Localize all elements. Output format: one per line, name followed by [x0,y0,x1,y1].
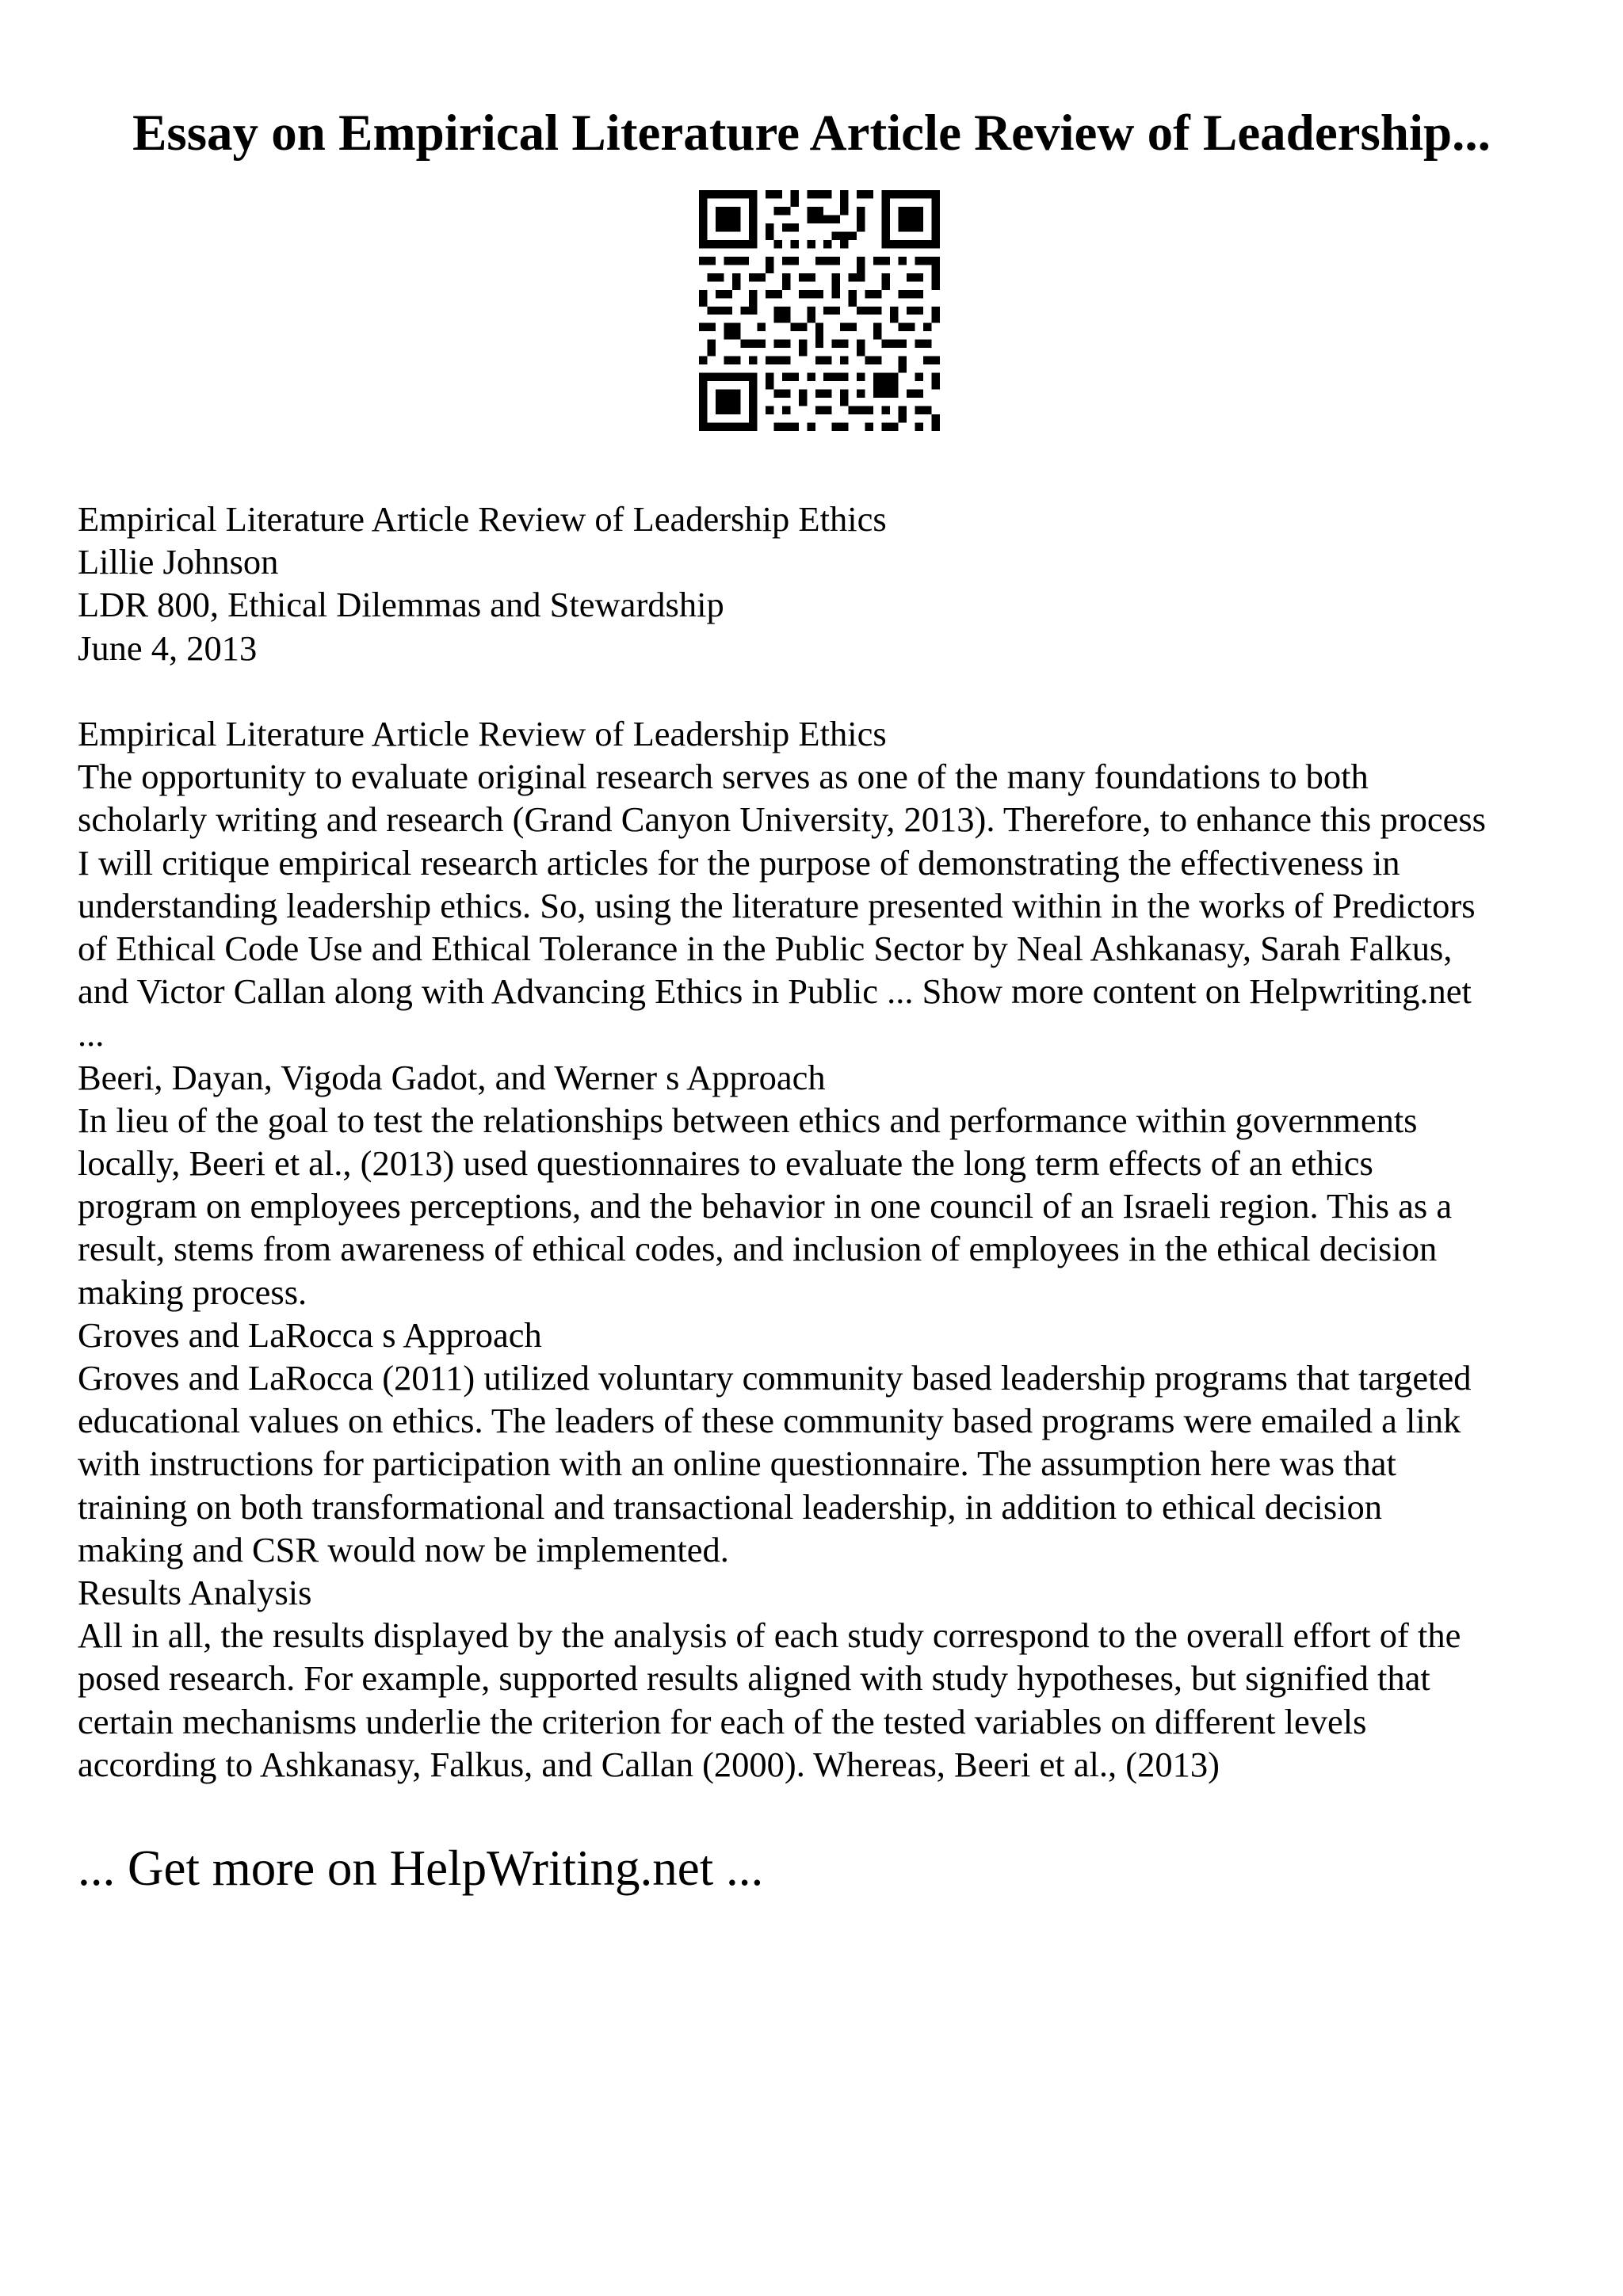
paragraph-gap [78,669,1568,712]
body-line: posed research. For example, supported results aligned with study hypotheses, but signified that [78,1658,1430,1699]
body-line: The opportunity to evaluate original research serves as one of the many foundations to both [78,757,1369,797]
section-heading-groves: Groves and LaRocca s Approach [78,1314,542,1355]
section-heading-beeri: Beeri, Dayan, Vigoda Gadot, and Werner s Approach [78,1057,826,1097]
body-line: Groves and LaRocca (2011) utilized voluntary community based leadership programs that targeted [78,1358,1472,1398]
body-line: result, stems from awareness of ethical codes, and inclusion of employees in the ethical decision [78,1229,1438,1269]
body-line: making process. [78,1272,307,1312]
document-body [78,498,1568,1786]
body-line: of Ethical Code Use and Ethical Tolerance in the Public Sector by Neal Ashkanasy, Sarah Falkus, [78,929,1453,969]
date-line: June 4, 2013 [78,627,258,668]
body-line: understanding leadership ethics. So, using the literature presented within in the works of Predictors [78,885,1476,925]
body-line: training on both transformational and transactional leadership, in addition to ethical decision [78,1486,1383,1527]
qr-code-icon [699,190,940,431]
body-line: All in all, the results displayed by the analysis of each study correspond to the overall effort of the [78,1615,1461,1656]
essay-heading: Empirical Literature Article Review of Leadership Ethics [78,714,887,753]
body-line: with instructions for participation with an online questionnaire. The assumption here was that [78,1444,1396,1484]
get-more-link[interactable]: ... Get more on HelpWriting.net ... [78,1840,764,1896]
body-line: according to Ashkanasy, Falkus, and Callan (2000). Whereas, Beeri et al., (2013) [78,1744,1220,1784]
body-line: educational values on ethics. The leaders of these community based programs were emailed a link [78,1401,1461,1441]
body-line: program on employees perceptions, and the behavior in one council of an Israeli region. This as a [78,1186,1453,1226]
document-title: Essay on Empirical Literature Article Review of Leadership... [132,105,1491,162]
ellipsis-line: ... [78,1014,105,1055]
header-title-line: Empirical Literature Article Review of Leadership Ethics [78,499,887,539]
section-heading-results: Results Analysis [78,1573,312,1613]
course-line: LDR 800, Ethical Dilemmas and Stewardship [78,585,724,625]
body-line: In lieu of the goal to test the relationships between ethics and performance within governments [78,1100,1418,1140]
body-line: certain mechanisms underlie the criterion for each of the tested variables on different levels [78,1701,1367,1741]
body-line: locally, Beeri et al., (2013) used questionnaires to evaluate the long term effects of an ethics [78,1143,1373,1184]
body-line: making and CSR would now be implemented. [78,1529,729,1569]
author-line: Lillie Johnson [78,542,279,582]
body-line: scholarly writing and research (Grand Canyon University, 2013). Therefore, to enhance this process [78,799,1486,840]
body-line: I will critique empirical research articles for the purpose of demonstrating the effectiveness in [78,842,1400,883]
show-more-line: and Victor Callan along with Advancing Ethics in Public ... Show more content on Helpwriting.net [78,971,1472,1012]
